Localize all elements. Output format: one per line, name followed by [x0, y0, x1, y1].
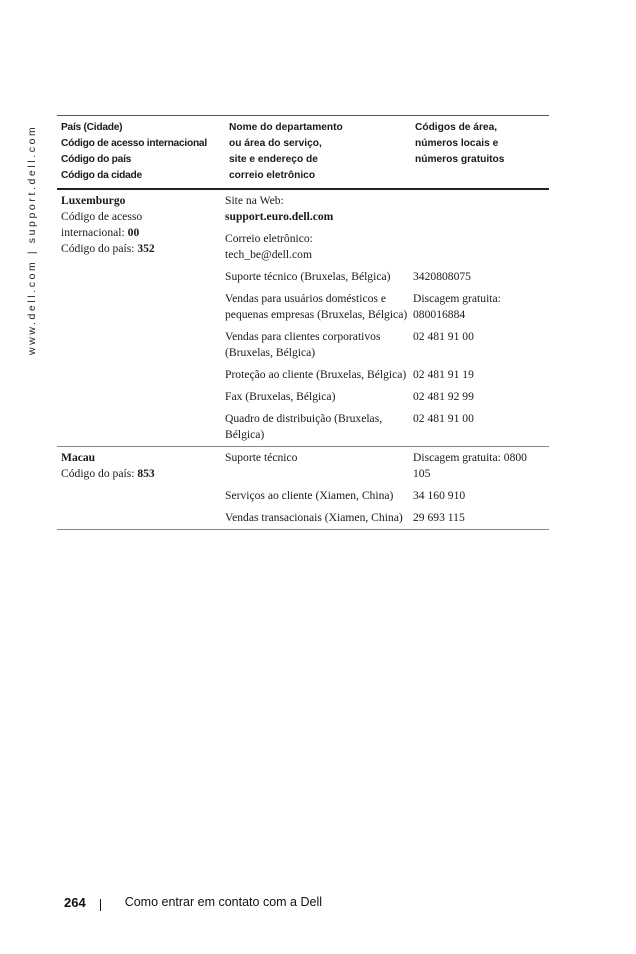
service-cell: Suporte técnico (Bruxelas, Bélgica): [225, 270, 391, 283]
header-line: correio eletrônico: [229, 170, 316, 181]
header-country: [57, 116, 225, 190]
number-cell: 34 160 910: [413, 489, 466, 502]
service-cell: Vendas para usuários domésticos e pequenas empresas (Bruxelas, Bélgica): [225, 292, 408, 321]
side-url-text: www.dell.com | support.dell.com: [26, 124, 38, 355]
table-row: [57, 189, 549, 228]
table-header-row: [57, 116, 549, 190]
country-code-label: Código do país:: [61, 467, 138, 480]
country-code-value: 352: [137, 242, 155, 255]
header-line: números gratuitos: [415, 154, 505, 165]
page-number: 264: [64, 894, 86, 910]
number-cell: 02 481 92 99: [413, 390, 474, 403]
service-cell: [225, 228, 411, 266]
table-row: [57, 447, 549, 486]
header-line: site e endereço de: [229, 154, 318, 165]
page-footer: [64, 893, 322, 911]
number-cell: 02 481 91 19: [413, 368, 474, 381]
number-cell: 02 481 91 00: [413, 412, 474, 425]
number-cell: [411, 228, 549, 266]
number-cell: [411, 189, 549, 228]
header-line: ou área do serviço,: [229, 138, 322, 149]
header-line: País (Cidade): [61, 122, 123, 133]
access-code-value: 00: [127, 226, 140, 239]
header-line: Códigos de área,: [415, 122, 498, 133]
service-cell: Quadro de distribuição (Bruxelas, Bélgica): [225, 412, 383, 441]
header-line: Nome do departamento: [229, 122, 343, 133]
country-cell-luxembourg: [57, 189, 225, 447]
country-cell-macau: [57, 447, 225, 530]
service-label: Correio eletrônico:: [225, 232, 313, 245]
email-link[interactable]: tech_be@dell.com: [225, 248, 312, 261]
service-cell: Fax (Bruxelas, Bélgica): [225, 390, 336, 403]
service-cell: [225, 189, 411, 228]
country-code-value: 853: [137, 467, 155, 480]
contact-table: [57, 115, 549, 530]
service-cell: Suporte técnico: [225, 451, 298, 464]
service-cell: Vendas para clientes corporativos (Bruxelas, Bélgica): [225, 330, 381, 359]
access-code-line: [61, 225, 223, 241]
number-cell: 02 481 91 00: [413, 330, 474, 343]
website-link[interactable]: support.euro.dell.com: [225, 210, 334, 223]
header-numbers: [411, 116, 549, 190]
number-cell: 29 693 115: [413, 511, 465, 524]
country-name: Luxemburgo: [61, 194, 126, 207]
service-label: Site na Web:: [225, 194, 284, 207]
access-code-label: internacional:: [61, 226, 128, 239]
header-line: Código de acesso internacional: [61, 138, 207, 149]
number-cell: Discagem gratuita: 080016884: [413, 292, 501, 321]
header-line: números locais e: [415, 138, 499, 149]
footer-divider: [100, 899, 101, 911]
header-department: [225, 116, 411, 190]
access-code-label: Código de acesso: [61, 210, 143, 223]
number-cell: Discagem gratuita: 0800 105: [413, 451, 527, 480]
country-name: Macau: [61, 451, 96, 464]
number-cell: 3420808075: [413, 270, 471, 283]
header-line: Código da cidade: [61, 170, 142, 181]
footer-title: Como entrar em contato com a Dell: [124, 895, 323, 909]
country-code-label: Código do país:: [61, 242, 138, 255]
country-code-line: [61, 241, 223, 257]
country-code-line: [61, 466, 223, 482]
header-line: Código do país: [61, 154, 132, 165]
service-cell: Serviços ao cliente (Xiamen, China): [225, 489, 394, 502]
service-cell: Vendas transacionais (Xiamen, China): [225, 511, 403, 524]
service-cell: Proteção ao cliente (Bruxelas, Bélgica): [225, 368, 407, 381]
